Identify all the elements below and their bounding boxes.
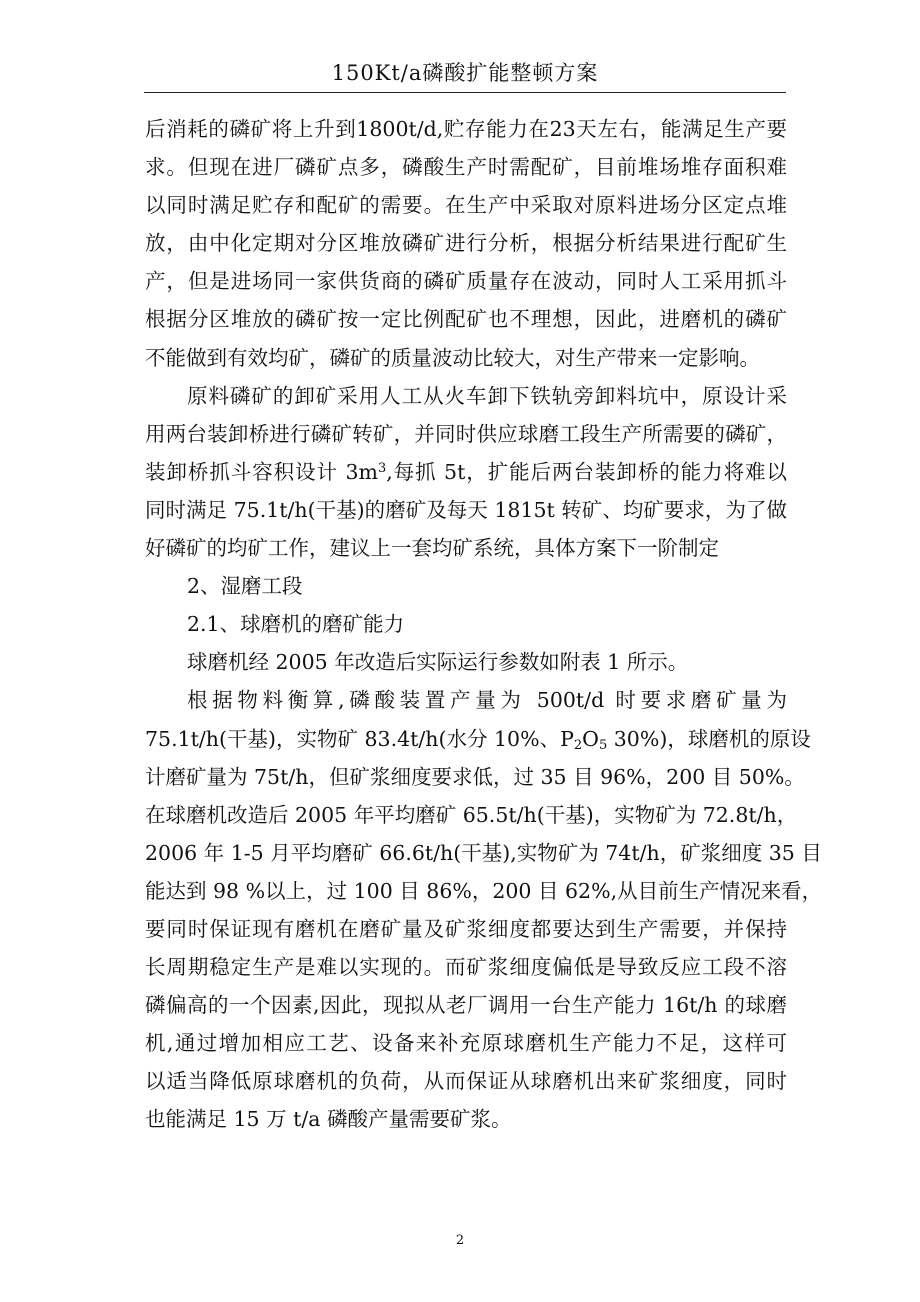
superscript: 3 — [377, 460, 387, 476]
text-line: 机,通过增加相应工艺、设备来补充原球磨机生产能力不足，这样可 — [145, 1031, 787, 1056]
text-line: 求。但现在进厂磷矿点多，磷酸生产时需配矿，目前堆场堆存面积难 — [145, 155, 787, 180]
text-line: 磷偏高的一个因素,因此，现拟从老厂调用一台生产能力 16t/h 的球磨 — [145, 993, 787, 1018]
text-line-with-subscript — [145, 720, 811, 758]
text-line: 产，但是进场同一家供货商的磷矿质量存在波动，同时人工采用抓斗 — [145, 269, 787, 294]
text-line: 用两台装卸桥进行磷矿转矿，并同时供应球磨工段生产所需要的磷矿， — [145, 421, 787, 446]
text-segment: O — [582, 726, 599, 751]
text-line: 好磷矿的均矿工作，建议上一套均矿系统，具体方案下一阶制定 — [145, 536, 719, 561]
text-line: 要同时保证现有磨机在磨矿量及矿浆细度都要达到生产需要，并保持 — [145, 916, 787, 941]
text-line: 能达到 98 %以上，过 100 目 86%，200 目 62%,从目前生产情况来看， — [145, 878, 823, 903]
text-line: 也能满足 15 万 t/a 磷酸产量需要矿浆。 — [145, 1107, 512, 1132]
text-line: 同时满足 75.1t/h(干基)的磨矿及每天 1815t 转矿、均矿要求，为了做 — [145, 497, 787, 522]
header-rule — [144, 92, 786, 93]
page-header-title: 150Kt/a磷酸扩能整顿方案 — [331, 61, 599, 85]
page-number: 2 — [455, 1233, 465, 1248]
text-line: 以同时满足贮存和配矿的需要。在生产中采取对原料进场分区定点堆 — [145, 193, 787, 218]
subscript: 5 — [598, 737, 608, 753]
text-line: 球磨机经 2005 年改造后实际运行参数如附表 1 所示。 — [187, 650, 689, 675]
text-line: 原料磷矿的卸矿采用人工从火车卸下铁轨旁卸料坑中，原设计采 — [187, 383, 787, 408]
text-segment: ,每抓 5t，扩能后两台装卸桥的能力将难以 — [386, 459, 788, 484]
text-line: 根据物料衡算,磷酸装置产量为 500t/d 时要求磨矿量为 — [187, 688, 787, 713]
text-segment: 75.1t/h(干基)，实物矿 83.4t/h(水分 10%、P — [145, 726, 574, 751]
text-line: 2006 年 1-5 月平均磨矿 66.6t/h(干基),实物矿为 74t/h，矿浆细度 35 目 — [145, 840, 822, 865]
text-line: 以适当降低原球磨机的负荷，从而保证从球磨机出来矿浆细度，同时 — [145, 1069, 787, 1094]
text-line-with-superscript — [145, 453, 787, 491]
document-body — [145, 110, 823, 1139]
subscript: 2 — [573, 737, 583, 753]
text-line: 长周期稳定生产是难以实现的。而矿浆细度偏低是导致反应工段不溶 — [145, 955, 787, 980]
text-line: 放，由中化定期对分区堆放磷矿进行分析，根据分析结果进行配矿生 — [145, 231, 787, 256]
text-line: 在球磨机改造后 2005 年平均磨矿 65.5t/h(干基)，实物矿为 72.8t/h， — [145, 802, 798, 827]
text-line: 不能做到有效均矿，磷矿的质量波动比较大，对生产带来一定影响。 — [145, 345, 760, 370]
text-line: 后消耗的磷矿将上升到1800t/d,贮存能力在23天左右，能满足生产要 — [145, 117, 787, 141]
text-segment: 装卸桥抓斗容积设计 3m — [145, 459, 378, 484]
text-line: 计磨矿量为 75t/h，但矿浆细度要求低，过 35 目 96%，200 目 50%。 — [145, 764, 805, 789]
text-segment: 30%)，球磨机的原设 — [607, 726, 811, 751]
section-heading: 2、湿磨工段 — [187, 574, 303, 599]
subsection-heading: 2.1、球磨机的磨矿能力 — [187, 612, 405, 637]
text-line: 根据分区堆放的磷矿按一定比例配矿也不理想，因此，进磨机的磷矿 — [145, 307, 787, 332]
